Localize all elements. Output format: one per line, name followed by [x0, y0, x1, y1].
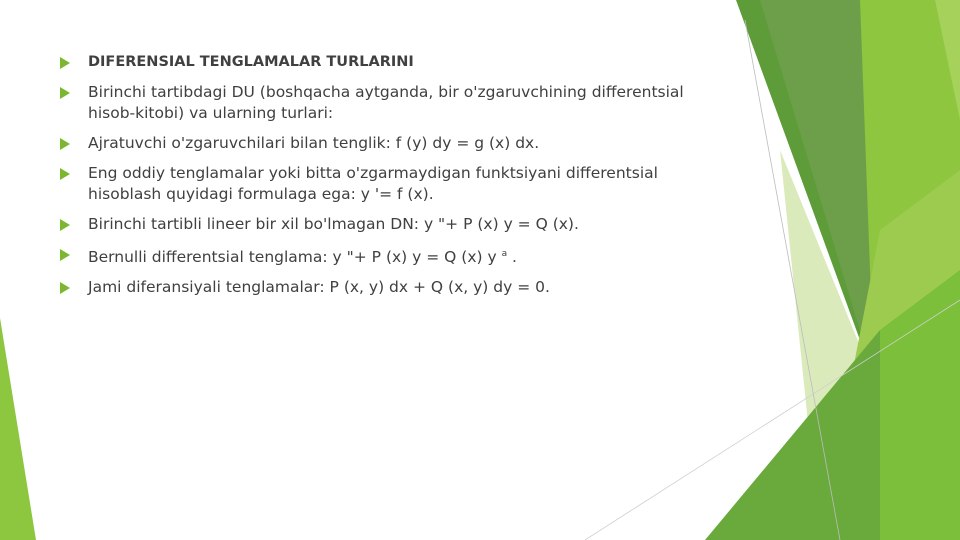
bullet-text: Birinchi tartibli lineer bir xil bo'lmagan DN: y "+ P (x) y = Q (x).: [88, 215, 579, 233]
list-item: [60, 52, 720, 73]
bullet-arrow-icon: [60, 249, 70, 261]
list-item: [60, 244, 720, 268]
bullet-text: Jami diferansiyali tenglamalar: P (x, y) dx + Q (x, y) dy = 0.: [88, 278, 550, 297]
list-item: [60, 133, 720, 154]
lower-green-facet: [705, 330, 880, 540]
bullet-text-main: Bernulli differentsial tenglama: y "+ P (x) y = Q (x) y: [88, 248, 497, 267]
bullet-arrow-icon: [60, 168, 70, 180]
list-item: [60, 163, 720, 205]
bullet-arrow-icon: [60, 282, 70, 294]
list-item: [60, 214, 720, 235]
bullet-arrow-icon: [60, 87, 70, 99]
bullet-text: Ajratuvchi o'zgaruvchilari bilan tenglik: f (y) dy = g (x) dx.: [88, 134, 540, 152]
bullet-list: [60, 52, 720, 307]
left-green-sliver: [0, 318, 36, 540]
bullet-arrow-icon: [60, 138, 70, 150]
list-item: [60, 82, 720, 124]
bullet-text: Eng oddiy tenglamalar yoki bitta o'zgarmaydigan funktsiyani differentsial hisoblash quyidagi formulaga ega: y '= f (x).: [88, 164, 658, 203]
list-item: [60, 277, 720, 298]
bullet-text: Birinchi tartibdagi DU (boshqacha aytganda, bir o'zgaruvchining differentsial hisob-kitobi) va ularning turlari:: [88, 83, 684, 122]
bullet-text-end: .: [507, 248, 517, 267]
bullet-arrow-icon: [60, 57, 70, 69]
bullet-text: DIFERENSIAL TENGLAMALAR TURLARINI: [88, 54, 414, 70]
bullet-arrow-icon: [60, 219, 70, 231]
superscript: a: [501, 249, 508, 259]
bullet-text: [88, 244, 517, 268]
